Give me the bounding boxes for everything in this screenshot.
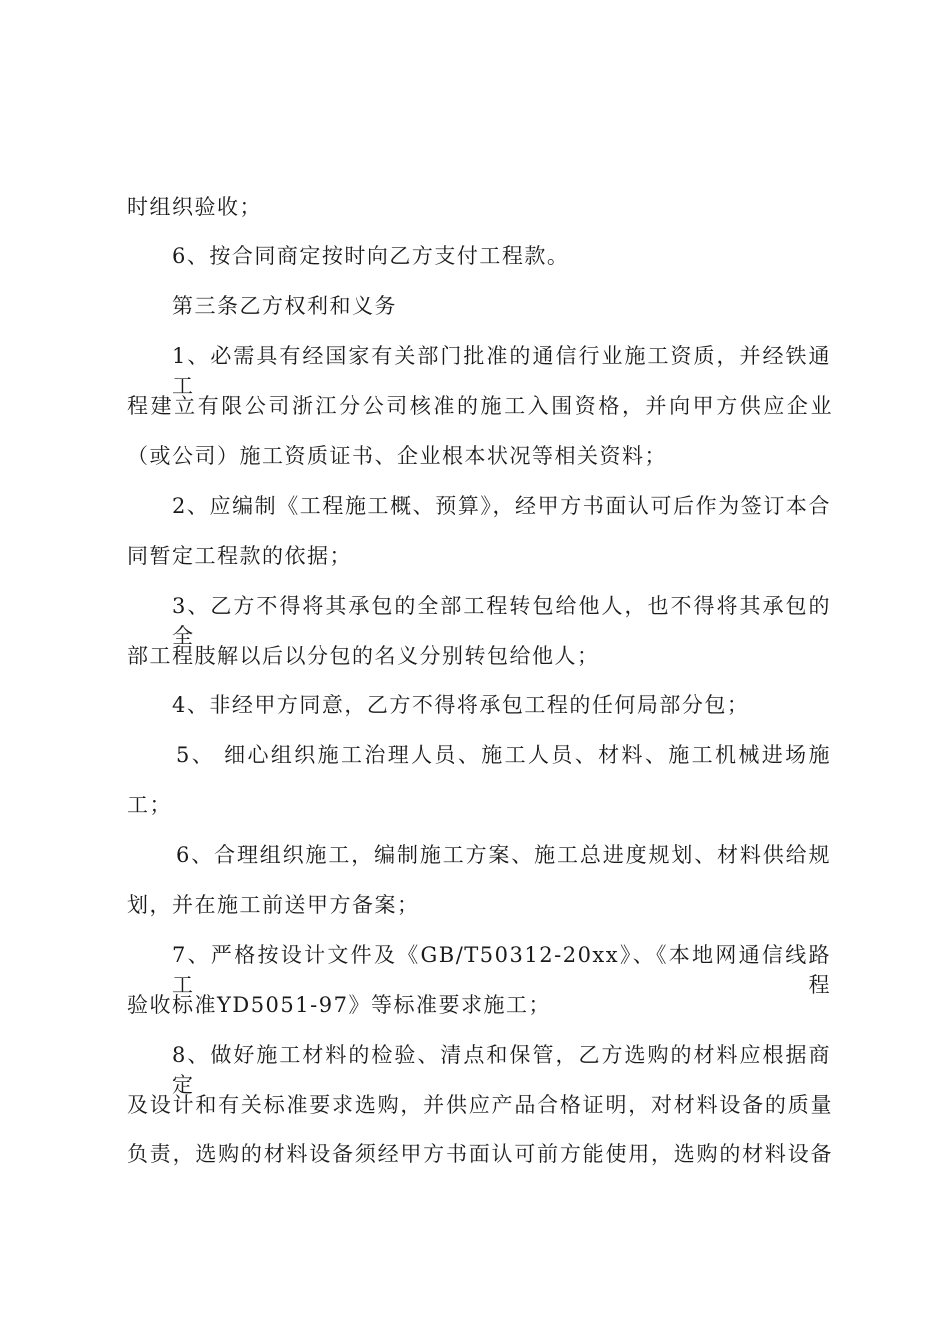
paragraph-line: 6、按合同商定按时向乙方支付工程款。	[172, 244, 570, 268]
paragraph-line: 工；	[127, 793, 172, 817]
paragraph-line: 4、非经甲方同意，乙方不得将承包工程的任何局部分包；	[172, 693, 750, 717]
paragraph-line: 6、合理组织施工，编制施工方案、施工总进度规划、材料供给规	[176, 843, 831, 867]
paragraph-line: 负责，选购的材料设备须经甲方书面认可前方能使用，选购的材料设备	[127, 1142, 833, 1166]
paragraph-line: 3、乙方不得将其承包的全部工程转包给他人，也不得将其承包的全	[172, 594, 831, 648]
paragraph-line: 部工程肢解以后以分包的名义分别转包给他人；	[127, 644, 600, 668]
section-heading: 第三条乙方权利和义务	[172, 294, 397, 318]
paragraph-line: 划，并在施工前送甲方备案；	[127, 893, 420, 917]
paragraph-line: 程建立有限公司浙江分公司核准的施工入围资格，并向甲方供应企业	[127, 394, 833, 418]
paragraph-line: 同暂定工程款的依据；	[127, 544, 352, 568]
paragraph-line: 及设计和有关标准要求选购，并供应产品合格证明，对材料设备的质量	[127, 1093, 833, 1117]
paragraph-line: 1、必需具有经国家有关部门批准的通信行业施工资质，并经铁通工	[172, 344, 831, 398]
paragraph-line: 验收标准YD5051-97》等标准要求施工；	[127, 993, 551, 1017]
paragraph-line: 7、严格按设计文件及《GB/T50312-20xx》、《本地网通信线路工程	[172, 943, 831, 997]
paragraph-line: 2、应编制《工程施工概、预算》，经甲方书面认可后作为签订本合	[172, 494, 831, 518]
paragraph-line: 5、 细心组织施工治理人员、施工人员、材料、施工机械进场施	[176, 743, 831, 767]
paragraph-line: （或公司）施工资质证书、企业根本状况等相关资料；	[127, 444, 667, 468]
paragraph-line: 8、做好施工材料的检验、清点和保管，乙方选购的材料应根据商定	[172, 1043, 831, 1097]
paragraph-line: 时组织验收；	[127, 195, 262, 219]
